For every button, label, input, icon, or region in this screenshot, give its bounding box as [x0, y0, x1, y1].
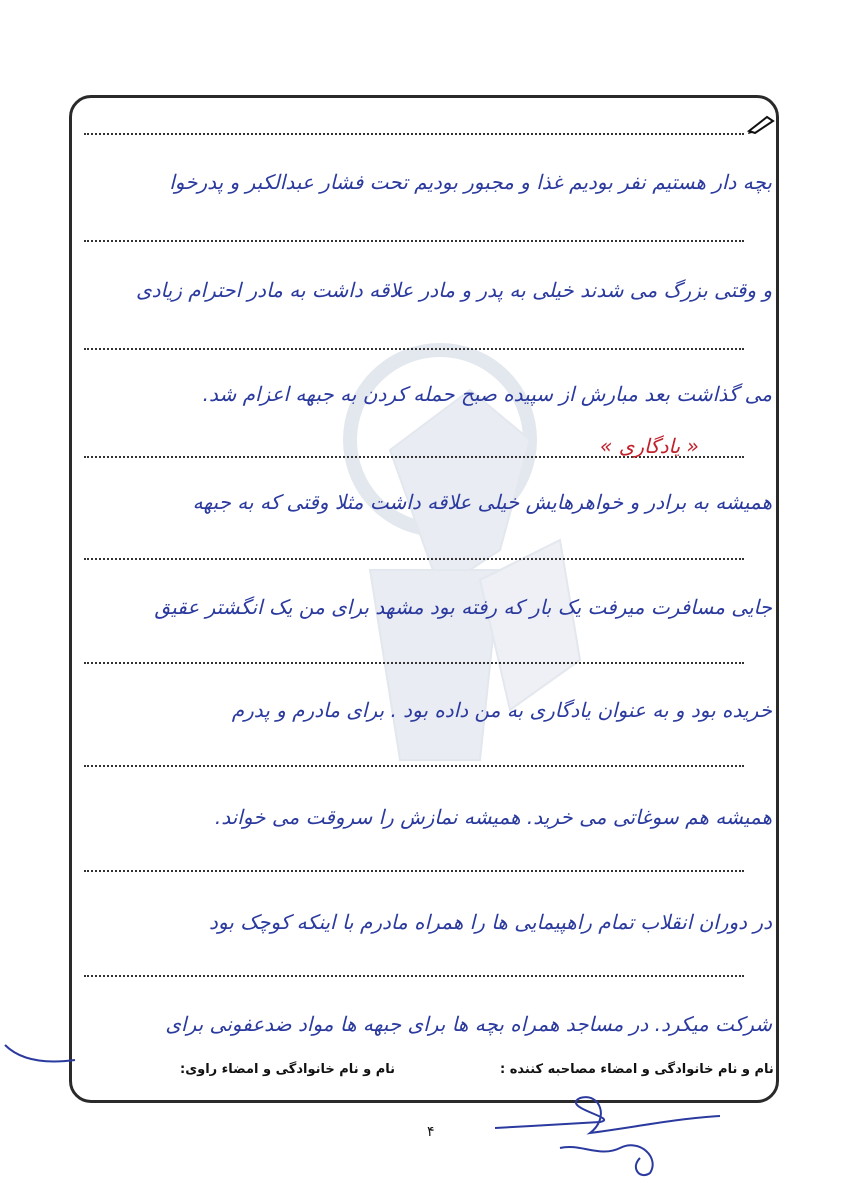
handwritten-line: و وقتی بزرگ می شدند خیلی به پدر و مادر علاقه داشت به مادر احترام زیادی — [135, 278, 772, 302]
stray-pen-stroke — [0, 1030, 80, 1070]
dotted-guide-line — [84, 662, 744, 664]
dotted-guide-line — [84, 975, 744, 977]
page-number: ۴ — [427, 1124, 435, 1140]
dotted-guide-line — [84, 348, 744, 350]
dotted-guide-line — [84, 765, 744, 767]
dotted-guide-line — [84, 558, 744, 560]
handwritten-line: بچه دار هستیم نفر بودیم غذا و مجبور بودیم تحت فشار عبدالکبر و پدرخوا — [169, 170, 772, 194]
dotted-guide-line — [84, 870, 744, 872]
dotted-guide-line — [84, 133, 744, 135]
handwritten-line: همیشه هم سوغاتی می خرید. همیشه نمازش را سروقت می خواند. — [214, 805, 772, 829]
handwritten-signature — [490, 1088, 730, 1183]
handwritten-line: جایی مسافرت میرفت یک بار که رفته بود مشهد برای من یک انگشتر عقیق — [154, 595, 772, 619]
dotted-guide-line — [84, 240, 744, 242]
section-heading: « یادگاری » — [600, 434, 699, 458]
handwritten-line: در دوران انقلاب تمام راهپیمایی ها را همراه مادرم با اینکه کوچک بود — [209, 910, 772, 934]
handwritten-line: خریده بود و به عنوان یادگاری به من داده بود . برای مادرم و پدرم — [231, 698, 772, 722]
handwritten-line: همیشه به برادر و خواهرهایش خیلی علاقه داشت مثلا وقتی که به جبهه — [192, 490, 772, 514]
handwritten-line: می گذاشت بعد مبارش از سپیده صبح حمله کردن به جبهه اعزام شد. — [202, 382, 772, 406]
handwritten-line: شرکت میکرد. در مساجد همراه بچه ها برای جبهه ها مواد ضدعفونی برای — [165, 1012, 772, 1036]
pen-icon — [747, 113, 777, 135]
interviewer-signature-label: نام و نام خانوادگی و امضاء مصاحبه کننده : — [500, 1062, 774, 1077]
narrator-signature-label: نام و نام خانوادگی و امضاء راوی: — [180, 1062, 395, 1077]
